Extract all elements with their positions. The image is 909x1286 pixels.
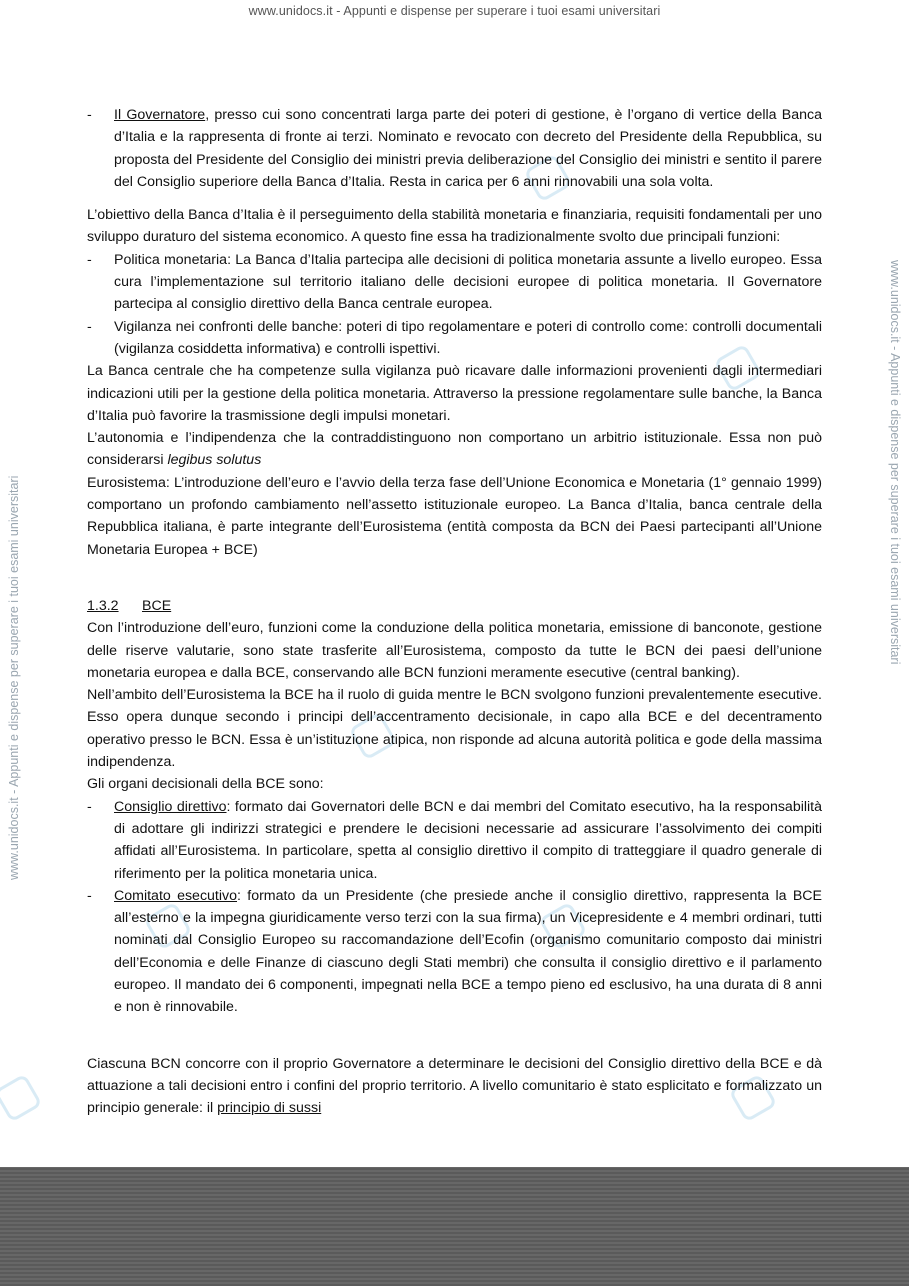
section-title: BCE — [142, 597, 172, 614]
bullet-dash: - — [87, 798, 92, 815]
document-body — [87, 104, 822, 1119]
section-heading — [87, 595, 822, 617]
page-cutoff-overlay — [0, 1167, 909, 1286]
section-number: 1.3.2 — [87, 597, 119, 614]
unidocs-logo-watermark — [0, 1073, 43, 1122]
list-item-comitato-esecutivo: - Comitato esecutivo: formato da un Presidente (che presiede anche il consiglio direttivo, rappresenta la BCE all’esterno e la impegna giuridicamente verso terzi con la sua firma), un Vicepresidente e 4 membri ordinari, tutti nominati dal Consiglio Europeo su raccomandazione dell’Ecofin (organismo comunitario composto dai ministri dell’Economia e delle Finanze di ciascuno degli Stati membri) che consulta il consiglio direttivo e il parlamento europeo. Il mandato dei 6 componenti, impegnati nella BCE a tempo pieno ed esclusivo, ha una durata di 8 anni e non è rinnovabile. — [87, 885, 822, 1019]
site-header-watermark: www.unidocs.it - Appunti e dispense per superare i tuoi esami universitari — [248, 4, 661, 18]
paragraph-introduzione-euro: Con l’introduzione dell’euro, funzioni come la conduzione della politica monetaria, emissione di banconote, gestione delle riserve valutarie, sono state trasferite all’Eurosistema, composto da tutte le BCN dei paesi dell’unione monetaria europea e dalla BCE, conservando alle BCN funzioni meramente esecutive (central banking). — [87, 620, 822, 681]
bullet-dash: - — [87, 887, 92, 904]
list-item-governatore — [87, 104, 822, 193]
paragraph-ruolo-bce: Nell’ambito dell’Eurosistema la BCE ha il ruolo di guida mentre le BCN svolgono funzioni prevalentemente esecutive. Esso opera dunque secondo i principi dell’accentramento decisionale, in capo alla BCE e del decentramento operativo presso le BCN. Essa è un’istituzione atipica, non risponde ad alcuna autorità politica e gode della massima indipendenza. — [87, 687, 822, 771]
paragraph-governatore: Il Governatore, presso cui sono concentrati larga parte dei poteri di gestione, è l’organo di vertice della Banca d’Italia e la rappresenta di fronte ai terzi. Nominato e revocato con decreto del Presidente della Repubblica, su proposta del Presidente del Consiglio dei ministri previa deliberazione del Consiglio dei ministri e sentito il parere del Consiglio superiore della Banca d’Italia. Resta in carica per 6 anni rinnovabili una sola volta. — [114, 107, 822, 190]
term-consiglio-direttivo: Consiglio direttivo — [114, 798, 227, 815]
list-item-vigilanza: - Vigilanza nei confronti delle banche: poteri di tipo regolamentare e poteri di controllo come: controlli documentali (vigilanza cosiddetta informativa) e controlli ispettivi. — [87, 316, 822, 361]
paragraph-banca-centrale: La Banca centrale che ha competenze sulla vigilanza può ricavare dalle informazioni provenienti dagli intermediari indicazioni utili per la gestione della politica monetaria. Attraverso la pressione regolamentare sulle banche, la Banca d’Italia può favorire la trasmissione degli impulsi monetari. — [87, 363, 822, 424]
right-side-watermark: www.unidocs.it - Appunti e dispense per superare i tuoi esami universitari — [888, 260, 902, 665]
list-item-consiglio-direttivo: - Consiglio direttivo: formato dai Governatori delle BCN e dai membri del Comitato esecutivo, ha la responsabilità di adottare gli indirizzi strategici e prendere le decisioni necessarie ad assicurare l’assolvimento dei compiti affidati all’Eurosistema. In particolare, spetta al consiglio direttivo il compito di tratteggiare il quadro generale di riferimento per la politica monetaria unica. — [87, 796, 822, 885]
term-governatore: Il Governatore — [114, 107, 206, 123]
latin-phrase: legibus solutus — [167, 452, 262, 469]
left-side-watermark: www.unidocs.it - Appunti e dispense per superare i tuoi esami universitari — [7, 475, 21, 880]
bullet-dash: - — [87, 251, 92, 268]
bullet-dash: - — [87, 318, 92, 335]
term-comitato-esecutivo: Comitato esecutivo — [114, 887, 238, 904]
bullet-dash: - — [87, 107, 92, 123]
list-item-politica-monetaria: - Politica monetaria: La Banca d’Italia partecipa alle decisioni di politica monetaria assunte a livello europeo. Essa cura l’implementazione sul territorio italiano delle decisioni europee di politica monetaria. Il Governatore partecipa al consiglio direttivo della Banca centrale europea. — [87, 249, 822, 316]
paragraph-autonomia: L’autonomia e l’indipendenza che la contraddistinguono non comportano un arbitrio istituzionale. Essa non può considerarsi legibus solutus — [87, 430, 822, 469]
paragraph-ciascuna-bcn: Ciascuna BCN concorre con il proprio Governatore a determinare le decisioni del Consiglio direttivo della BCE e dà attuazione a tali decisioni entro i confini del proprio territorio. A livello comunitario è stato esplicitato e formalizzato un principio generale: il principio di sussi — [87, 1055, 822, 1117]
paragraph-obiettivo: L’obiettivo della Banca d’Italia è il perseguimento della stabilità monetaria e finanziaria, requisiti fondamentali per uno sviluppo duraturo del sistema economico. A questo fine essa ha tradizionalmente svolto due principali funzioni: — [87, 207, 822, 246]
paragraph-eurosistema: Eurosistema: L’introduzione dell’euro e l’avvio della terza fase dell’Unione Economica e Monetaria (1° gennaio 1999) comportano un profondo cambiamento nell’assetto istituzionale europeo. La Banca d’Italia, banca centrale della Repubblica italiana, è parte integrante dell’Eurosistema (entità composta da BCN dei Paesi partecipanti all’Unione Monetaria Europea + BCE) — [87, 474, 822, 558]
paragraph-organi: Gli organi decisionali della BCE sono: — [87, 776, 324, 793]
term-principio-sussidiarieta: principio di sussi — [217, 1100, 322, 1117]
